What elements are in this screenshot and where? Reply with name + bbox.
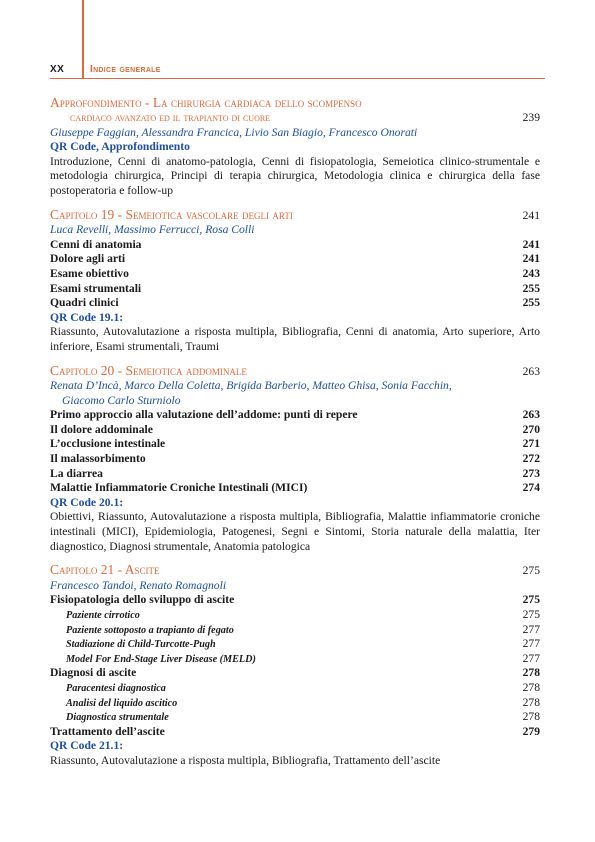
table-of-contents [50, 95, 540, 777]
toc-subentry[interactable] [50, 652, 540, 667]
chapter-authors-line2: Giacomo Carlo Sturniolo [62, 393, 181, 407]
toc-entry-label: Il malassorbimento [50, 452, 146, 466]
section-title-line2: cardiaco avanzato ed il trapianto di cuore [70, 110, 271, 124]
page-number: XX [50, 64, 65, 75]
chapter-authors-line1: Renata D’Incà, Marco Della Coletta, Brigida Barberio, Matteo Ghisa, Sonia Facchin, [50, 379, 452, 393]
toc-entry-page: 274 [522, 481, 540, 495]
toc-entry-label: Cenni di anatomia [50, 237, 142, 251]
toc-entry-label: La diarrea [50, 466, 103, 480]
toc-entry[interactable] [50, 437, 540, 452]
toc-subentry-label: Analisi del liquido ascitico [66, 697, 178, 709]
qr-code-link[interactable]: QR Code 19.1: [50, 310, 124, 324]
toc-entry[interactable] [50, 423, 540, 438]
toc-entry-label: Diagnosi di ascite [50, 666, 137, 680]
section-title-line1: Approfondimento - La chirurgia cardiaca dello scompenso [50, 95, 362, 110]
toc-subentry-page: 275 [522, 608, 540, 621]
chapter-page: 275 [522, 564, 540, 578]
toc-entry-page: 273 [522, 466, 540, 480]
toc-entry-page: 275 [522, 593, 540, 607]
chapter-page: 263 [522, 364, 540, 378]
chapter-heading [50, 562, 540, 579]
header-vertical-rule [82, 0, 84, 78]
chapter-page: 241 [522, 208, 540, 222]
running-title: Indice generale [90, 64, 161, 75]
toc-entry[interactable] [50, 593, 540, 608]
toc-entry-label: Trattamento dell’ascite [50, 724, 165, 738]
section-heading [50, 95, 540, 126]
toc-entry-label: Fisiopatologia dello sviluppo di ascite [50, 593, 235, 607]
toc-subentry-label: Paracentesi diagnostica [66, 682, 166, 694]
toc-entry-page: 270 [522, 422, 540, 436]
chapter-title: Capitolo 19 - Semeiotica vascolare degli arti [50, 206, 293, 222]
section-chapter-21 [50, 562, 540, 768]
toc-subentry-page: 277 [522, 637, 540, 651]
toc-entry-page: 279 [522, 724, 540, 738]
chapter-authors: Luca Revelli, Massimo Ferrucci, Rosa Colli [50, 223, 255, 237]
chapter-heading [50, 363, 540, 380]
toc-subentry[interactable] [50, 696, 540, 711]
section-authors: Giuseppe Faggian, Alessandra Francica, Livio San Biagio, Francesco Onorati [50, 125, 418, 139]
toc-entry[interactable] [50, 452, 540, 467]
toc-subentry[interactable] [50, 681, 540, 696]
toc-entry[interactable] [50, 282, 540, 297]
chapter-authors: Francesco Tandoi, Renato Romagnoli [50, 578, 227, 592]
chapter-summary: Riassunto, Autovalutazione a risposta multipla, Bibliografia, Cenni di anatomia, Arto superiore, Arto inferiore, Esami strumentali, Traumi [50, 325, 540, 353]
chapter-summary: Obiettivi, Riassunto, Autovalutazione a risposta multipla, Bibliografia, Malattie infiammatorie croniche intestinali (MICI), Epidemiologia, Patogenesi, Segni e Sintomi, Storia naturale della malattia, Iter diagnostico, Diagnosi strumentale, Anatomia patologica [50, 510, 540, 553]
chapter-heading [50, 207, 540, 224]
toc-entry[interactable] [50, 252, 540, 267]
toc-subentry[interactable] [50, 623, 540, 638]
toc-entry[interactable] [50, 267, 540, 282]
toc-subentry-label: Diagnostica strumentale [66, 712, 169, 724]
toc-entry[interactable] [50, 481, 540, 496]
toc-subentry[interactable] [50, 637, 540, 652]
section-chapter-19 [50, 207, 540, 355]
toc-subentry-label: Model For End-Stage Liver Disease (MELD) [66, 653, 256, 665]
toc-entry-page: 263 [522, 408, 540, 422]
toc-entry-label: Primo approccio alla valutazione dell’addome: punti di repere [50, 408, 358, 422]
chapter-summary: Riassunto, Autovalutazione a risposta multipla, Bibliografia, Trattamento dell’ascite [50, 753, 441, 767]
toc-subentry-page: 278 [522, 695, 540, 709]
toc-entry-label: Dolore agli arti [50, 252, 126, 266]
toc-entry[interactable] [50, 296, 540, 311]
toc-entry[interactable] [50, 666, 540, 681]
toc-entry-label: Esami strumentali [50, 281, 142, 295]
toc-entry-page: 243 [522, 266, 540, 280]
section-title-row [50, 110, 540, 126]
qr-code-link[interactable]: QR Code, Approfondimento [50, 140, 190, 154]
toc-subentry-label: Stadiazione di Child-Turcotte-Pugh [66, 639, 216, 651]
toc-entry-label: Esame obiettivo [50, 266, 129, 280]
toc-subentry-label: Paziente cirrotico [66, 610, 140, 621]
toc-entry-label: Malattie Infiammatorie Croniche Intestinali (MICI) [50, 481, 308, 495]
toc-entry[interactable] [50, 725, 540, 740]
qr-code-link[interactable]: QR Code 20.1: [50, 495, 124, 509]
toc-entry-page: 271 [522, 437, 540, 451]
toc-subentry-page: 278 [522, 680, 540, 694]
toc-entry-page: 272 [522, 452, 540, 466]
toc-subentry[interactable] [50, 608, 540, 623]
header-horizontal-rule [50, 78, 545, 79]
qr-code-link[interactable]: QR Code 21.1: [50, 739, 124, 753]
section-page: 239 [522, 111, 540, 124]
toc-entry-page: 278 [522, 666, 540, 680]
toc-subentry-page: 277 [522, 622, 540, 636]
toc-entry-label: L’occlusione intestinale [50, 437, 166, 451]
section-summary: Introduzione, Cenni di anatomo-patologia, Cenni di fisiopatologia, Semeiotica clinico-strumentale e metodologia chirurgica, Principi di terapia chirurgica, Metodologia clinica e chirurgica della fase postoperatoria e follow-up [50, 154, 540, 197]
chapter-title: Capitolo 20 - Semeiotica addominale [50, 362, 247, 378]
toc-entry[interactable] [50, 467, 540, 482]
toc-subentry-page: 278 [522, 710, 540, 724]
toc-subentry-page: 277 [522, 651, 540, 665]
toc-entry-label: Il dolore addominale [50, 422, 153, 436]
toc-entry[interactable] [50, 238, 540, 253]
section-chapter-20 [50, 363, 540, 555]
toc-subentry[interactable] [50, 710, 540, 725]
toc-entry-page: 255 [522, 296, 540, 310]
toc-entry-page: 255 [522, 281, 540, 295]
toc-entry-page: 241 [522, 252, 540, 266]
chapter-title: Capitolo 21 - Ascite [50, 562, 160, 578]
section-approfondimento [50, 95, 540, 199]
toc-entry-page: 241 [522, 237, 540, 251]
toc-entry-label: Quadri clinici [50, 296, 119, 310]
toc-entry[interactable] [50, 408, 540, 423]
toc-subentry-label: Paziente sottoposto a trapianto di fegato [66, 624, 234, 636]
